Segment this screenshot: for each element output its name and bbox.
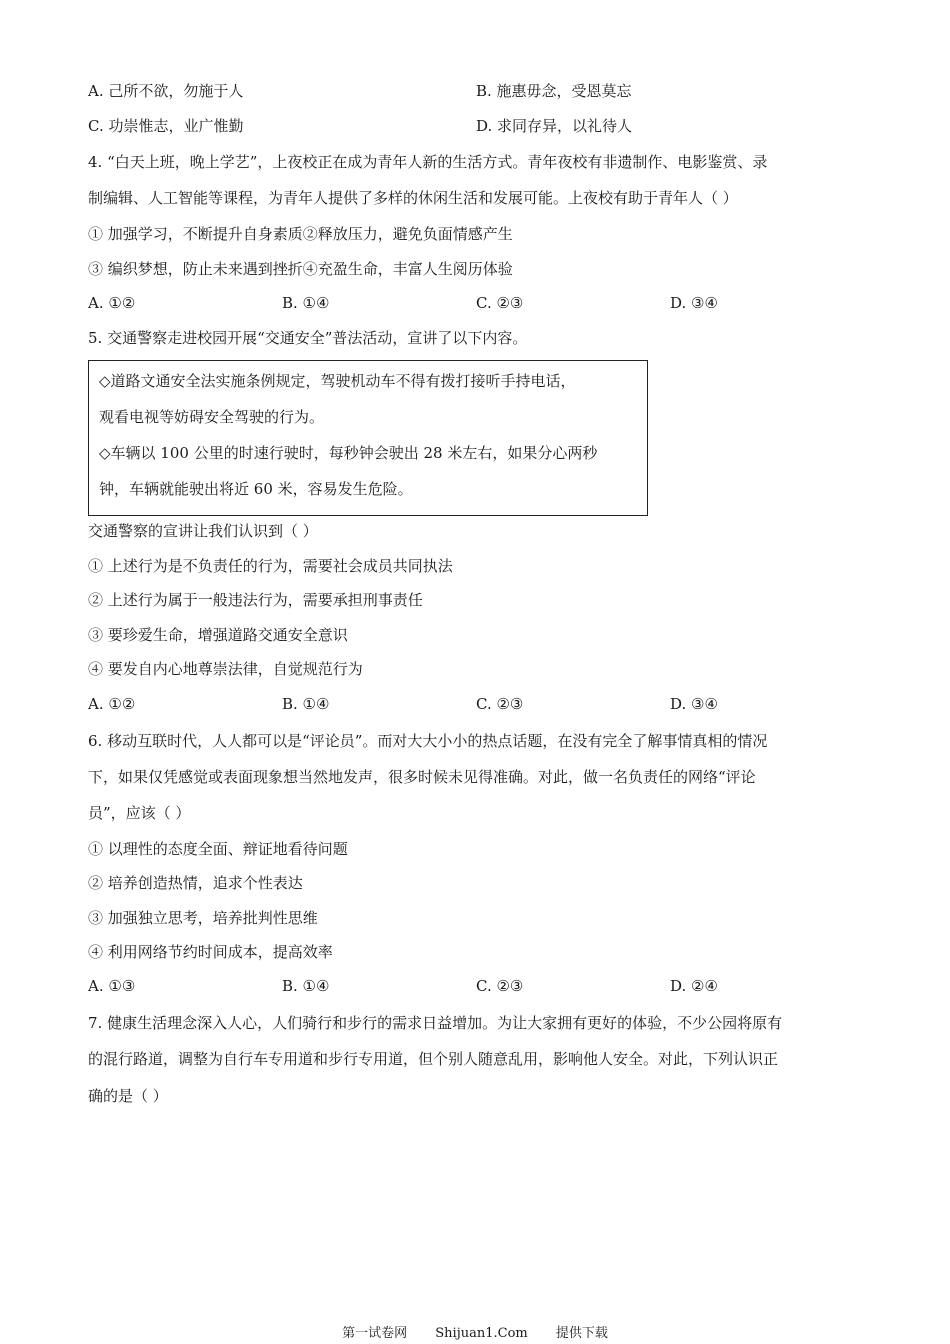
q6-option-b: B. ①④ — [282, 977, 330, 995]
q6-statement-3: ③ 加强独立思考，培养批判性思维 — [88, 909, 318, 927]
q4-option-d: D. ③④ — [670, 294, 718, 312]
footer-site-en: Shijuan1.Com — [435, 1326, 528, 1341]
page-footer — [0, 1325, 950, 1343]
q5-statement-3: ③ 要珍爱生命，增强道路交通安全意识 — [88, 626, 348, 644]
q5-option-a: A. ①② — [88, 695, 136, 713]
q4-option-b: B. ①④ — [282, 294, 330, 312]
q5-box-line-3: ◇车辆以 100 公里的时速行驶时，每秒钟会驶出 28 米左右，如果分心两秒 — [99, 444, 598, 462]
q5-stem: 5. 交通警察走进校园开展“交通安全”普法活动，宣讲了以下内容。 — [88, 329, 528, 347]
q5-box-line-2: 观看电视等妨碍安全驾驶的行为。 — [99, 408, 325, 426]
q5-option-b: B. ①④ — [282, 695, 330, 713]
footer-tagline: 提供下载 — [555, 1326, 608, 1341]
q4-option-a: A. ①② — [88, 294, 136, 312]
q6-option-d: D. ②④ — [670, 977, 718, 995]
q4-statement-line-2: ③ 编织梦想，防止未来遇到挫折④充盈生命，丰富人生阅历体验 — [88, 260, 513, 278]
q7-stem-line-1: 7. 健康生活理念深入人心，人们骑行和步行的需求日益增加。为让大家拥有更好的体验，不少公园将原有 — [88, 1014, 783, 1032]
q5-question: 交通警察的宣讲让我们认识到（ ） — [88, 522, 318, 540]
q7-stem-line-3: 确的是（ ） — [88, 1087, 168, 1105]
q4-stem-line-2: 制编辑、人工智能等课程，为青年人提供了多样的休闲生活和发展可能。上夜校有助于青年人（ ） — [88, 189, 738, 207]
q4-statement-line-1: ① 加强学习，不断提升自身素质②释放压力，避免负面情感产生 — [88, 225, 513, 243]
q6-statement-1: ① 以理性的态度全面、辩证地看待问题 — [88, 840, 348, 858]
q5-box-line-1: ◇道路文通安全法实施条例规定，驾驶机动车不得有拨打接听手持电话， — [99, 372, 576, 390]
q3-option-a: A. 己所不欲，勿施于人 — [88, 82, 244, 100]
q6-option-a: A. ①③ — [88, 977, 136, 995]
q7-stem-line-2: 的混行路道，调整为自行车专用道和步行专用道，但个别人随意乱用，影响他人安全。对此，下列认识正 — [88, 1050, 779, 1068]
q3-option-c: C. 功崇惟志，业广惟勤 — [88, 117, 244, 135]
q5-options-row — [88, 694, 863, 714]
q4-options-row — [88, 293, 863, 313]
q3-options-row-1 — [88, 81, 863, 101]
q6-stem-line-2: 下，如果仅凭感觉或表面现象想当然地发声，很多时候未见得准确。对此，做一名负责任的网络“评论 — [88, 768, 756, 786]
q3-option-b: B. 施惠毋念，受恩莫忘 — [476, 82, 632, 100]
q5-statement-1: ① 上述行为是不负责任的行为，需要社会成员共同执法 — [88, 557, 453, 575]
footer-site-cn: 第一试卷网 — [342, 1326, 408, 1341]
q6-options-row — [88, 976, 863, 996]
q3-option-d: D. 求同存异，以礼待人 — [476, 117, 633, 135]
q5-material-box — [88, 360, 648, 516]
q4-stem-line-1: 4. “白天上班，晚上学艺”，上夜校正在成为青年人新的生活方式。青年夜校有非遗制作、电影鉴赏、录 — [88, 153, 768, 171]
q5-option-d: D. ③④ — [670, 695, 718, 713]
q6-stem-line-3: 员”，应该（ ） — [88, 804, 191, 822]
q5-statement-4: ④ 要发自内心地尊崇法律，自觉规范行为 — [88, 660, 363, 678]
q6-statement-2: ② 培养创造热情，追求个性表达 — [88, 874, 303, 892]
q6-stem-line-1: 6. 移动互联时代，人人都可以是“评论员”。而对大大小小的热点话题，在没有完全了解事情真相的情况 — [88, 732, 768, 750]
q4-option-c: C. ②③ — [476, 294, 524, 312]
q6-option-c: C. ②③ — [476, 977, 524, 995]
q6-statement-4: ④ 利用网络节约时间成本，提高效率 — [88, 943, 333, 961]
q3-options-row-2 — [88, 116, 863, 136]
q5-statement-2: ② 上述行为属于一般违法行为，需要承担刑事责任 — [88, 591, 423, 609]
q5-box-line-4: 钟，车辆就能驶出将近 60 米，容易发生危险。 — [99, 480, 413, 498]
q5-option-c: C. ②③ — [476, 695, 524, 713]
